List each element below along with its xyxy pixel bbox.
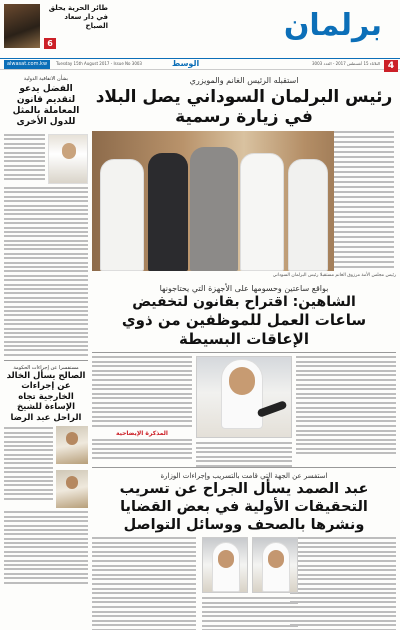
- story3-body: [92, 537, 396, 630]
- story3-photo-1: [252, 537, 298, 593]
- lead-photo-caption: رئيس مجلس الأمة مرزوق الغانم مستقبلا رئيس البرلمان السوداني: [272, 273, 396, 278]
- side-photo: [48, 134, 88, 184]
- lead-kicker: استقبله الرئيس الغانم والمويزري: [189, 76, 299, 85]
- side-headline-2[interactable]: الصالح يسأل الخالد عن إجراءات الخارجية تجاه الإساءة للشيخ الراحل عبد الرضا: [6, 370, 86, 423]
- date-strip: [0, 58, 400, 70]
- side-body-text-2: [4, 511, 88, 583]
- side-divider: [4, 360, 88, 361]
- masthead: [0, 0, 400, 56]
- story3-column-1: [290, 537, 396, 630]
- teaser-page-number: 6: [44, 38, 56, 49]
- page-number: 4: [384, 60, 398, 72]
- story2-column-2: [92, 356, 192, 461]
- story3-column-2: [202, 597, 298, 630]
- side-photo-2: [56, 426, 88, 464]
- website-link[interactable]: alwasat.com.kw: [4, 60, 50, 69]
- lead-photo-block: [92, 131, 396, 271]
- story2-headline-line1[interactable]: الشاهين: اقتراح بقانون لتخفيض: [132, 294, 356, 310]
- side-body-text: [4, 187, 88, 356]
- teaser-box[interactable]: [4, 4, 108, 48]
- story3-photo-2: [202, 537, 248, 593]
- story2-body: [92, 356, 396, 464]
- side-headline[interactable]: الفضل يدعو لتقديم قانون المعاملة بالمثل للدول الأخرى: [12, 84, 80, 127]
- side-kicker-2: مستفسرا عن إجراءات الحكومة: [13, 364, 79, 371]
- story2-rule: [92, 352, 396, 353]
- side-text-lines-2: [4, 423, 53, 511]
- lead-article-text: [334, 131, 396, 271]
- story2-subhead: المذكرة الإيضاحية: [115, 429, 168, 437]
- side-photo-3: [56, 470, 88, 508]
- section-logo: برلمان: [283, 8, 382, 43]
- lead-headline[interactable]: رئيس البرلمان السوداني يصل البلاد في زيارة رسمية: [95, 87, 393, 127]
- story2-column-1: [296, 356, 396, 457]
- date-arabic: الثلاثاء 15 أغسطس 2017 - العدد 3003: [312, 61, 380, 66]
- side-text-lines: [4, 131, 45, 187]
- newspaper-logo: الوسط: [172, 59, 200, 68]
- date-english: Tuesday 15th August 2017 - Issue No 3003: [56, 61, 142, 66]
- story3-kicker: استفسر عن الجهة التي قامت بالتسريب وإجراءات الوزارة: [160, 472, 328, 480]
- story2-headline-line2[interactable]: ساعات العمل للموظفين من ذوي الإعاقات البسيطة: [121, 311, 367, 348]
- story3-column-3: [92, 537, 196, 630]
- story2-photo: [196, 356, 292, 438]
- side-column: [4, 76, 88, 622]
- main-column: [92, 76, 396, 622]
- teaser-headline: طائر الحرية يحلق في دار سعاد الصباح: [48, 4, 108, 30]
- side-kicker: بشأن الاتفاقية الدولية: [23, 76, 69, 82]
- story3-headline[interactable]: عبد الصمد يسأل الجراح عن تسريب التحقيقات الأولية في بعض القضايا ونشرها بالصحف ووسائل التواصل: [119, 481, 369, 533]
- story2-kicker: بواقع ساعتين وحسومها على الأجهزة التي يحتاجونها: [159, 284, 329, 293]
- story2-column-3: [196, 442, 292, 470]
- teaser-photo: [4, 4, 40, 48]
